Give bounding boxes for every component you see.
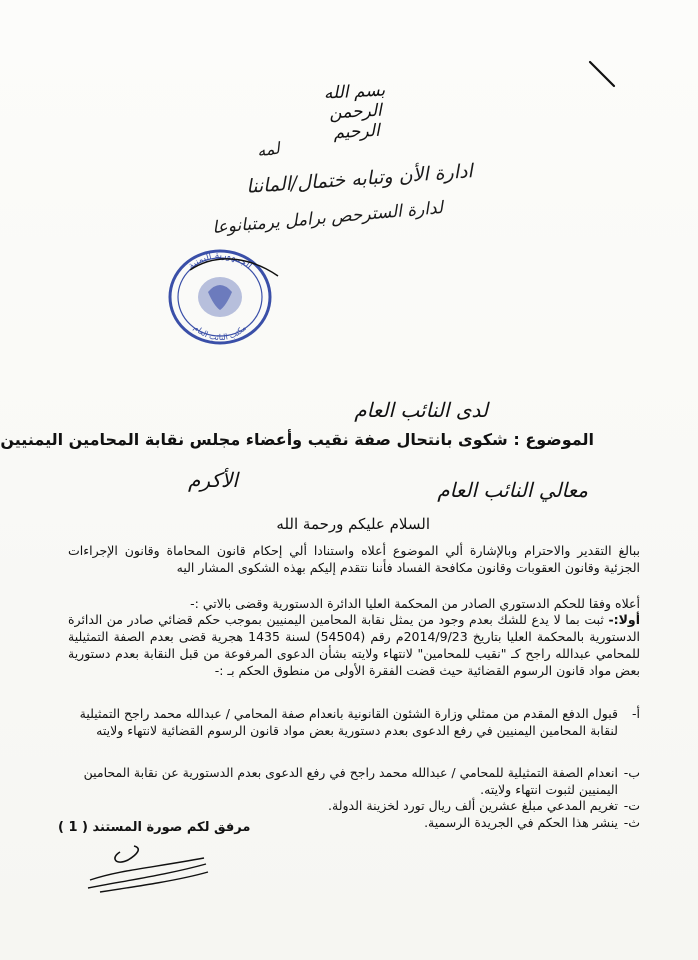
first-point-label: أولا:- bbox=[608, 612, 640, 627]
subject-line bbox=[0, 430, 594, 449]
item-text: انعدام الصفة التمثيلية للمحامي / عبدالله محمد راجح في رفع الدعوى بعدم الدستورية عن نقابة المحامين اليمنيين لثبوت انتهاء ولايته. bbox=[83, 765, 618, 797]
honorific: الأكرم bbox=[188, 468, 238, 492]
item-marker: أ- bbox=[632, 706, 640, 721]
corner-slash-mark bbox=[588, 60, 618, 90]
item-marker: ث- bbox=[623, 815, 640, 830]
item-text: قبول الدفع المقدم من ممثلي وزارة الشئون القانونية بانعدام صفة المحامي / عبدالله محمد راجح التمثيلية لنقابة المحامين اليمنيين في رفع الدعوى بعدم دستورية بعض مواد قانون الرسوم القضائية لانتهاء ولايته bbox=[79, 706, 618, 738]
addressee-line: لدى النائب العام bbox=[354, 398, 488, 422]
routing-note-line-1: لمه bbox=[256, 138, 282, 161]
paragraph-intro: ببالغ التقدير والاحترام وبالإشارة ألي الموضوع أعلاه واستنادا ألي إحكام قانون المحاماة وقانون الإجراءات الجزئية وقانون العقوبات وقانون مكافحة الفساد فأننا نتقدم إليكم بهذه الشكوى المشار اليه bbox=[68, 543, 640, 575]
subject-text: شكوى بانتحال صفة نقيب وأعضاء مجلس نقابة المحامين اليمنيين bbox=[0, 430, 508, 449]
paragraph-first-point bbox=[68, 611, 640, 679]
ruling-item-a bbox=[65, 705, 640, 742]
routing-note-line-2: ادارة الأن وتبابه ختمال/الماننا bbox=[245, 160, 474, 198]
subject-label: الموضوع : bbox=[513, 430, 594, 449]
paragraph-ruling-reference: أعلاه وفقا للحكم الدستوري الصادر من المحكمة العليا الدائرة الدستورية وقضى بالاتي :- bbox=[190, 596, 640, 611]
seal-outer-text: الجمهورية اليمنية bbox=[186, 250, 254, 272]
official-seal-stamp bbox=[160, 240, 280, 350]
attachment-note: مرفق لكم صورة المستند ( 1 ) bbox=[58, 820, 251, 835]
item-marker: ب- bbox=[623, 765, 640, 780]
handwritten-signature bbox=[80, 840, 210, 900]
item-marker: ت- bbox=[623, 798, 640, 813]
ruling-item-b bbox=[65, 764, 640, 801]
routing-note-line-3: لدارة السترحص برامل يرمتبانوعا bbox=[211, 197, 444, 239]
first-point-text: ثبت بما لا يدع للشك بعدم وجود من يمثل نقابة المحامين اليمنيين بموجب حكم قضائي صادر من الدائرة الدستورية بالمحكمة العليا بتاريخ 2014/9/23م رقم (54504) لسنة 1435 هجرية قضى بعدم الصفة التمثيلية للمحامي عبدالله راجح كـ "نقيب للمحامين" لانتهاء ولايته بشأن الدعوى المرفوعة من قبل النقابة بعدم دستورية بعض مواد قانون الرسوم القضائية حيث قضت الفقرة الأولى من منطوق الحكم بـ :- bbox=[68, 612, 640, 678]
item-text: تغريم المدعي مبلغ عشرين ألف ريال تورد لخزينة الدولة. bbox=[328, 798, 618, 813]
greeting: السلام عليكم ورحمة الله bbox=[276, 515, 430, 533]
seal-inner-text: مكتب النائب العام bbox=[192, 323, 248, 343]
honor-title: معالي النائب العام bbox=[437, 478, 588, 502]
basmala-calligraphy: بسم الله الرحمن الرحيم bbox=[323, 80, 386, 144]
item-text: ينشر هذا الحكم في الجريدة الرسمية. bbox=[424, 815, 618, 830]
